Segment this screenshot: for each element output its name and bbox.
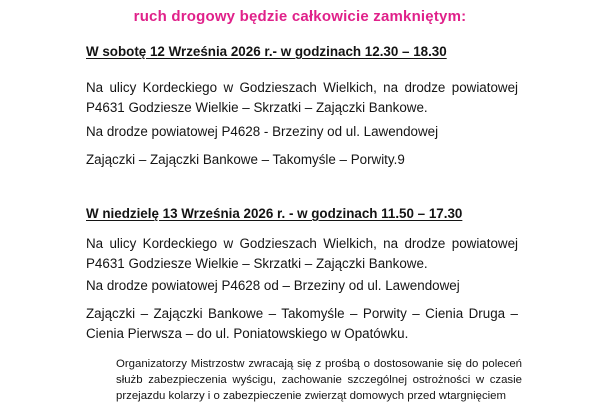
sunday-paragraph-2: Na drodze powiatowej P4628 od – Brzeziny od ul. Lawendowej <box>86 278 460 293</box>
saturday-paragraph-3: Zajączki – Zajączki Bankowe – Takomyśle – Porwity.9 <box>86 152 405 167</box>
sunday-paragraph-3: Zajączki – Zajączki Bankowe – Takomyśle – Porwity – Cienia Druga – Cienia Pierwsza – do ul. Poniatowskiego w Opatówku. <box>86 306 518 341</box>
closing-paragraph: Organizatorzy Mistrzostw zwracają się z prośbą o dostosowanie się do poleceń służb zabezpieczenia wyścigu, zachowanie szczególnej ostrożności w czasie przejazdu kolarzy i o zabezpieczenie zwierząt domowych przed wtargnięciem <box>116 358 522 402</box>
saturday-paragraph-2: Na drodze powiatowej P4628 - Brzeziny od ul. Lawendowej <box>86 124 439 139</box>
saturday-paragraph-1: Na ulicy Kordeckiego w Godzieszach Wielkich, na drodze powiatowej P4631 Godziesze Wielkie – Skrzatki – Zajączki Bankowe. <box>86 80 518 115</box>
saturday-heading: W sobotę 12 Września 2026 r.- w godzinach 12.30 – 18.30 <box>86 44 447 59</box>
sunday-paragraph-1: Na ulicy Kordeckiego w Godzieszach Wielkich, na drodze powiatowej P4631 Godziesze Wielkie – Skrzatki – Zajączki Bankowe. <box>86 236 518 271</box>
closure-banner: ruch drogowy będzie całkowicie zamkniętym: <box>133 8 467 25</box>
sunday-heading: W niedzielę 13 Września 2026 r. - w godzinach 11.50 – 17.30 <box>86 206 463 221</box>
